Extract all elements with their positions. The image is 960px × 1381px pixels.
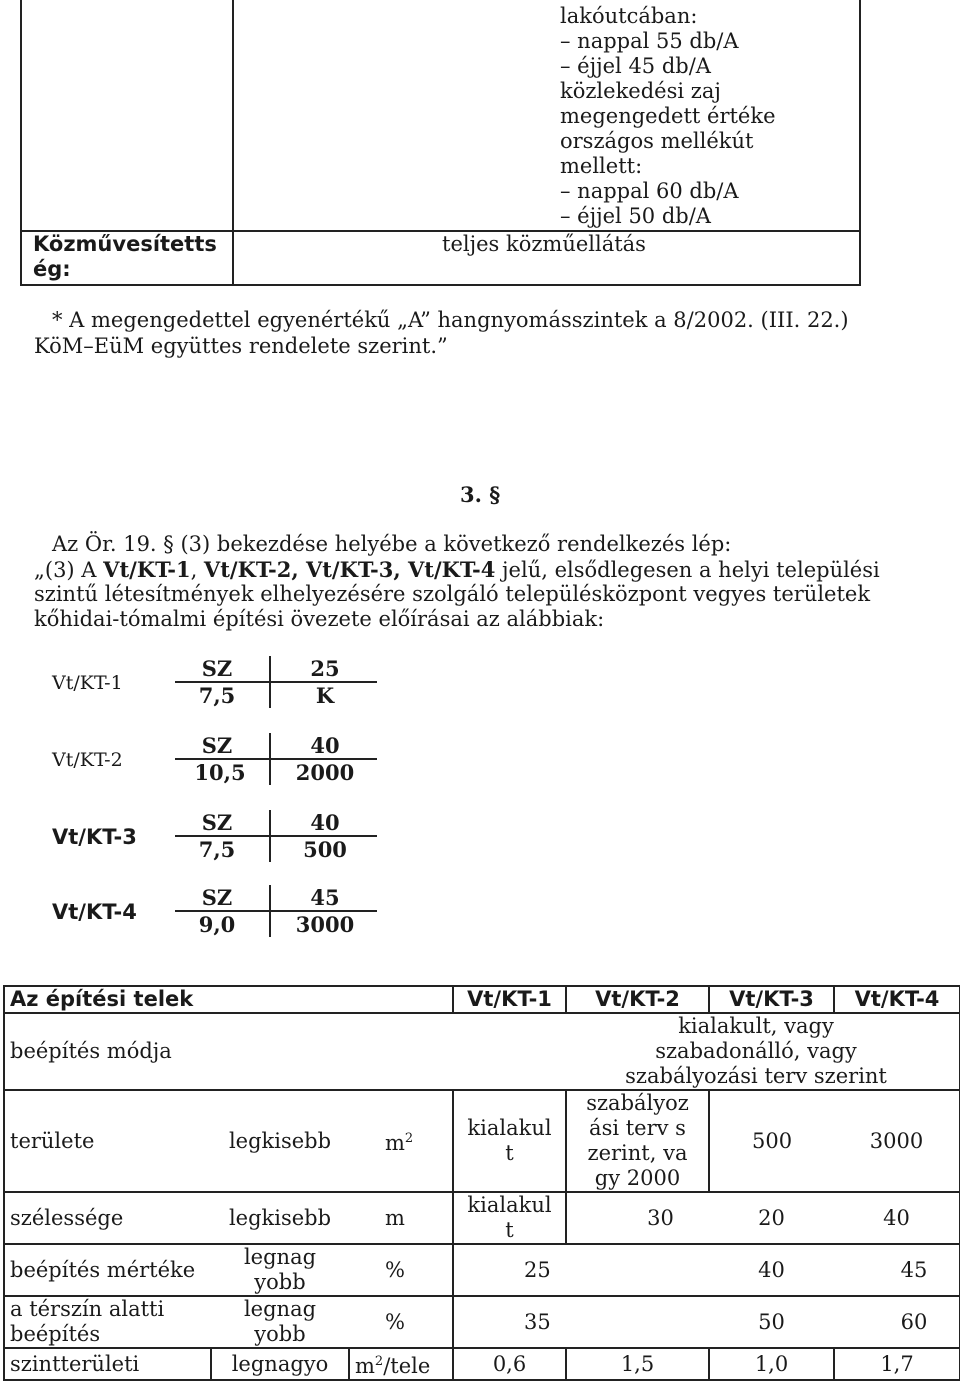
unit: /tele <box>383 1354 431 1378</box>
row-qualifier: legnagyobb <box>211 1296 349 1348</box>
value-cell: 20 <box>709 1192 834 1244</box>
header-cell: Vt/KT-2 <box>566 986 709 1013</box>
zone-cell: 7,5 <box>198 837 236 862</box>
header-cell: Az építési telek <box>4 986 453 1013</box>
unit-exponent: 2 <box>404 1131 414 1146</box>
table-row <box>4 1296 960 1348</box>
value-cell: 1,7 <box>834 1348 960 1380</box>
zone-cell: 3000 <box>295 912 355 937</box>
noise-line: – nappal 55 db/A <box>560 29 739 53</box>
unit: m <box>355 1354 375 1378</box>
zone-cell: SZ <box>201 810 233 835</box>
value-cell: 500 <box>709 1090 834 1192</box>
row-unit: m <box>349 1192 453 1244</box>
table-header-row <box>4 986 960 1013</box>
paragraph-line-3: kőhidai-tómalmi építési övezete előírásai az alábbiak: <box>34 607 605 631</box>
value-cell: 0,6 <box>453 1348 566 1380</box>
row-unit: % <box>349 1296 453 1348</box>
row-qualifier: legnagyo <box>211 1348 349 1380</box>
row-unit <box>349 1348 453 1380</box>
top-table-col-divider <box>232 0 234 286</box>
zone-grid-v <box>269 733 271 785</box>
zone-name: Vt/KT-4 <box>52 900 137 924</box>
zone-cell: 40 <box>310 733 340 758</box>
noise-line: lakóutcában: <box>560 4 698 28</box>
text: , <box>190 558 204 582</box>
table-row <box>4 1090 960 1192</box>
value-cell: 1,5 <box>566 1348 709 1380</box>
row-unit <box>349 1090 453 1192</box>
zone-cell: SZ <box>201 885 233 910</box>
row-label: a térszín alatti beépítés <box>4 1296 211 1348</box>
zone-cell: 45 <box>310 885 340 910</box>
paragraph-line-2: szintű létesítmények elhelyezésére szolgáló településközpont vegyes területek <box>34 582 871 606</box>
row-qualifier: legnagyobb <box>211 1244 349 1296</box>
zone-grid-h <box>175 835 377 837</box>
zone-codes: Vt/KT-2, Vt/KT-3, Vt/KT-4 <box>203 557 496 582</box>
utility-label-line: ég: <box>33 257 71 281</box>
utility-value: teljes közműellátás <box>442 232 646 256</box>
value-cell: kialakult <box>453 1090 566 1192</box>
value-cell: 60 <box>834 1296 960 1348</box>
zone-grid-v <box>269 810 271 862</box>
zone-cell: SZ <box>201 733 233 758</box>
zone-grid-h <box>175 758 377 760</box>
zone-cell: 2000 <box>295 760 355 785</box>
noise-line: mellett: <box>560 154 643 178</box>
zone-code: Vt/KT-1 <box>103 557 191 582</box>
zone-cell: 500 <box>303 837 347 862</box>
value-cell: 25 <box>453 1244 709 1296</box>
noise-line: – nappal 60 db/A <box>560 179 739 203</box>
value-cell: szabályozási terv szerint, vagy 2000 <box>566 1090 709 1192</box>
zone-cell: 40 <box>310 810 340 835</box>
noise-limits-cell <box>560 4 776 229</box>
row-label: területe <box>4 1090 211 1192</box>
zone-cell: 10,5 <box>194 760 246 785</box>
noise-line: közlekedési zaj <box>560 79 721 103</box>
row-label: szélessége <box>4 1192 211 1244</box>
zone-cell: 9,0 <box>198 912 236 937</box>
noise-line: megengedett értéke <box>560 104 776 128</box>
top-table-right-border <box>859 0 861 286</box>
unit: m <box>385 1131 405 1155</box>
row-label: szintterületi <box>4 1348 211 1380</box>
zone-grid-v <box>269 656 271 708</box>
table-row <box>4 1192 960 1244</box>
value-cell: kialakult <box>453 1192 566 1244</box>
row-unit: % <box>349 1244 453 1296</box>
header-cell: Vt/KT-1 <box>453 986 566 1013</box>
noise-line: – éjjel 45 db/A <box>560 54 711 78</box>
value-cell: 40 <box>709 1244 834 1296</box>
header-cell: Vt/KT-3 <box>709 986 834 1013</box>
table-row <box>4 1013 960 1090</box>
noise-line: – éjjel 50 db/A <box>560 204 711 228</box>
zone-grid-h <box>175 681 377 683</box>
zone-name: Vt/KT-1 <box>52 672 123 694</box>
unit-exponent: 2 <box>374 1354 384 1369</box>
zone-name: Vt/KT-2 <box>52 749 123 771</box>
noise-line: országos mellékút <box>560 129 754 153</box>
value-cell: 40 <box>834 1192 960 1244</box>
header-cell: Vt/KT-4 <box>834 986 960 1013</box>
value-cell: 50 <box>709 1296 834 1348</box>
zone-cell: 25 <box>310 656 340 681</box>
top-table-bottom-border <box>20 284 861 286</box>
value-cell: 45 <box>834 1244 960 1296</box>
amendment-intro: Az Ör. 19. § (3) bekezdése helyébe a következő rendelkezés lép: <box>52 532 732 556</box>
zone-cell: SZ <box>201 656 233 681</box>
value-cell: 30 <box>566 1192 709 1244</box>
row-value: kialakult, vagy szabadonálló, vagy szabályozási terv szerint <box>453 1013 960 1090</box>
utility-label-line: Közművesítetts <box>33 232 217 256</box>
utility-label <box>33 232 217 282</box>
table-row <box>4 1348 960 1380</box>
zone-grid-h <box>175 910 377 912</box>
row-qualifier: legkisebb <box>211 1090 349 1192</box>
zone-cell: 7,5 <box>198 683 236 708</box>
text: jelű, elsődlegesen a helyi települési <box>495 558 880 582</box>
value-cell: 3000 <box>834 1090 960 1192</box>
table-row <box>4 1244 960 1296</box>
row-qualifier: legkisebb <box>211 1192 349 1244</box>
paragraph-line-1 <box>34 557 880 582</box>
row-label: beépítés módja <box>4 1013 453 1090</box>
section-heading: 3. § <box>460 482 501 507</box>
zone-cell: K <box>315 683 335 708</box>
footnote-line-1: * A megengedettel egyenértékű „A” hangnyomásszintek a 8/2002. (III. 22.) <box>52 308 849 332</box>
text: „(3) A <box>34 558 104 582</box>
value-cell: 35 <box>453 1296 709 1348</box>
row-label: beépítés mértéke <box>4 1244 211 1296</box>
building-plot-table <box>3 985 960 1381</box>
footnote-line-2: KöM–EüM együttes rendelete szerint.” <box>34 334 448 358</box>
value-cell: 1,0 <box>709 1348 834 1380</box>
top-table-left-border <box>20 0 22 286</box>
zone-grid-v <box>269 885 271 937</box>
zone-name: Vt/KT-3 <box>52 825 137 849</box>
